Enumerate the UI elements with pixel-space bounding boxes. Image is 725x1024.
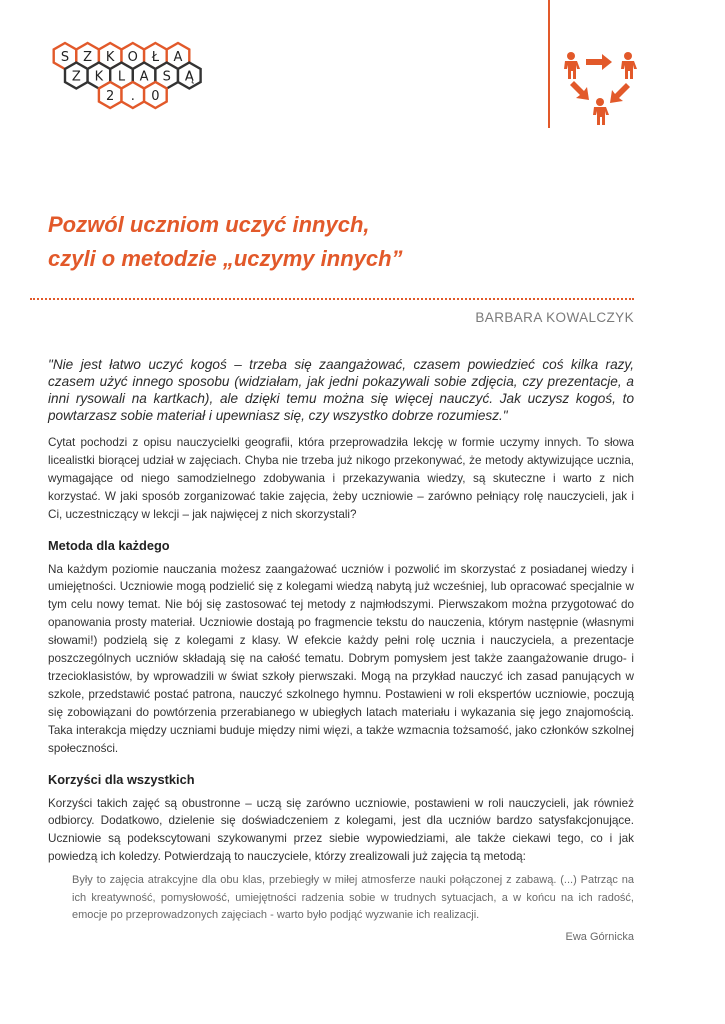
logo-letter: Z	[71, 69, 81, 85]
title-divider	[30, 298, 634, 300]
logo-letter: O	[127, 50, 138, 65]
intro-paragraph: Cytat pochodzi z opisu nauczycielki geografii, która przeprowadziła lekcję w formie uczymy innych. To słowa licealistki biorącej udział w zajęciach. Chyba nie trzeba już nikogo przekonywać, że metody aktywizujące ucznia, wymagające od niego samodzielnego zdobywania i przekazywania wiedzy, są skuteczne i warto z nich korzystać. W jaki sposób zorganizować takie zajęcia, żeby uczniowie – zarówno pełniący rolę nauczycieli, jak i Ci, uczestniczący w lekcji – jak najwięcej z nich skorzystali?	[48, 436, 634, 521]
logo-letter: 2	[106, 89, 115, 104]
students-exchange-icon	[560, 45, 640, 135]
title-line-1: Pozwól uczniom uczyć innych,	[48, 212, 370, 237]
section-heading-benefits: Korzyści dla wszystkich	[48, 771, 195, 787]
title-line-2: czyli o metodzie „uczymy innych”	[48, 246, 403, 271]
teacher-citation: Były to zajęcia atrakcyjne dla obu klas, przebiegły w miłej atmosferze nauki połączonej z zabawą. (...) Patrząc na ich kreatywność, pomysłowość, umiejętności radzenia sobie w trudnych sytuacjach, a w końcu na ich radość, emocje po przeprowadzonych zajęciach - warto było podjąć wyzwanie ich realizacji.	[72, 874, 634, 922]
logo-letter: L	[117, 69, 126, 85]
section-heading-method: Metoda dla każdego	[48, 537, 170, 553]
logo-letter: Ł	[151, 50, 160, 65]
opening-quote: "Nie jest łatwo uczyć kogoś – trzeba się zaangażować, czasem powiedzieć coś kilka razy, czasem użyć innego sposobu (widziałam, jak jedni pokazywali sobie zdjęcia, czy prezentacje, a inni rysowali na kartkach), ale dzięki temu można się więcej nauczyć. Jak uczysz kogoś, to powtarzasz sobie materiał i upewniasz się, czy wszystko dobrze rozumiesz."	[48, 357, 634, 423]
logo-letter: .	[130, 89, 135, 104]
article-title	[48, 208, 648, 276]
logo-letter: S	[60, 50, 70, 65]
logo-letter: K	[105, 50, 115, 65]
section-benefits-text: Korzyści takich zajęć są obustronne – uczą się zarówno uczniowie, postawieni w roli nauczycieli, jak również odbiorcy. Dodatkowo, dzielenie się doświadczeniem z kolegami, jest dla uczniów bardzo satysfakcjonujące. Uczniowie są podekscytowani szykowanymi przez siebie wypowiedziami, ale także ciekawi tego, co i jak powiedzą ich koledzy. Potwierdzają to nauczyciele, którzy zrealizowali już zajęcia tą metodą:	[48, 796, 634, 864]
author-name: BARBARA KOWALCZYK	[475, 310, 634, 325]
article-body	[48, 356, 634, 943]
header-divider	[548, 0, 550, 128]
citation-author: Ewa Górnicka	[565, 930, 634, 943]
logo-letter: K	[94, 69, 104, 85]
logo-letter: 0	[151, 89, 160, 104]
logo-letter: S	[162, 69, 171, 85]
section-method-text: Na każdym poziomie nauczania możesz zaangażować uczniów i pozwolić im skorzystać z posiadanej wiedzy i umiejętności. Uczniowie mogą podzielić się z kolegami wiedzą nabytą już wcześniej, lub opracować specjalnie w tym celu nowy temat. Nie bój się zastosować tej metody z najmłodszymi. Pierwszakom można przygotować do opanowania prosty materiał. Uczniowie dostają po fragmencie tekstu do nauczenia, którym następnie (własnymi słowami!) podzielą się z kolegami z klasy. W efekcie każdy pełni rolę ucznia i nauczyciela, a prezentacje poszczególnych uczniów składają się na całość tematu. Dobrym pomysłem jest także zaangażowanie drugo- i trzecioklasistów, by wprowadzili w świat szkoły pierwszaki. Mogą na przykład nauczyć ich zasad panujących w szkole, przedstawić postać patrona, nauczyć szkolnego hymnu. Postawieni w roli ekspertów uczniowie, poczują się zobowiązani do powtórzenia przerabianego w ubiegłych latach materiału i wykazania się jego znajomością. Taka interakcja między uczniami buduje między nimi więzi, a także wzmacnia tożsamość, jako członków szkolnej społeczności.	[48, 562, 634, 755]
szkola-z-klasa-logo	[52, 40, 257, 122]
logo-letter: A	[139, 69, 149, 85]
logo-letter: A	[173, 50, 183, 65]
logo-letter: Ą	[184, 69, 194, 85]
logo-letter: Z	[83, 50, 93, 65]
